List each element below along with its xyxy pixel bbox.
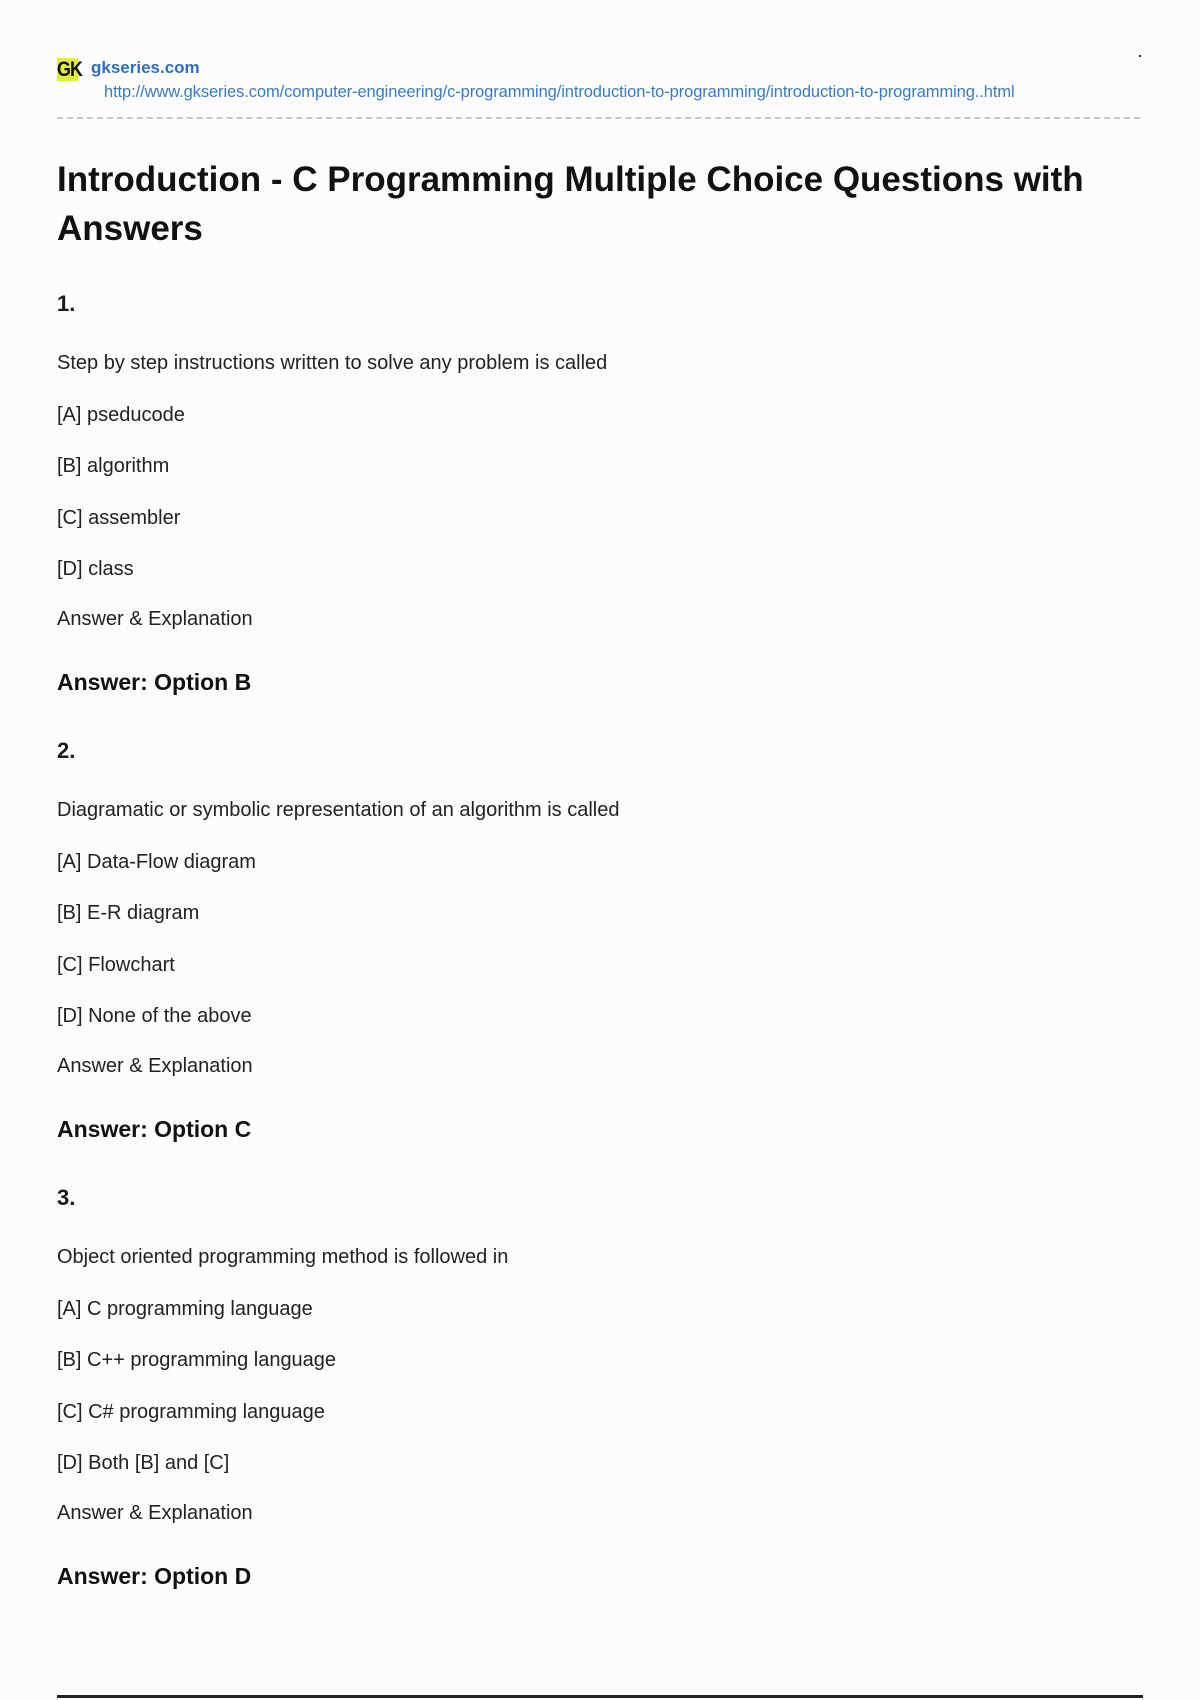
answer-explanation-link[interactable]: Answer & Explanation [57,1502,253,1524]
answer-text: Answer: Option B [57,669,252,695]
footer-divider [57,1695,1143,1698]
answer-explanation-link[interactable]: Answer & Explanation [57,1055,253,1077]
option-c[interactable]: [C] C# programming language [57,1401,325,1423]
question-text: Step by step instructions written to solve any problem is called [57,352,608,374]
option-b[interactable]: [B] algorithm [57,455,170,477]
option-d[interactable]: [D] None of the above [57,1005,252,1027]
option-d[interactable]: [D] class [57,558,134,580]
question-text: Diagramatic or symbolic representation of an algorithm is called [57,799,620,821]
question-text: Object oriented programming method is followed in [57,1246,509,1268]
page-url-link[interactable]: http://www.gkseries.com/computer-engineering/c-programming/introduction-to-programming/introduction-to-programming..html [104,83,1015,101]
answer-text: Answer: Option C [57,1116,252,1142]
option-b[interactable]: [B] E-R diagram [57,902,200,924]
option-a[interactable]: [A] pseducode [57,404,185,426]
question-block [57,291,1147,750]
question-block [57,1185,1147,1644]
dot-mark [1139,55,1141,57]
question-number: 2. [57,738,76,763]
option-c[interactable]: [C] Flowchart [57,954,175,976]
site-name-link[interactable]: gkseries.com [91,58,200,77]
page-title: Introduction - C Programming Multiple Choice Questions with Answers [57,160,1084,248]
header-divider [57,117,1140,119]
option-d[interactable]: [D] Both [B] and [C] [57,1452,230,1474]
gkseries-logo: GK [57,58,83,81]
option-a[interactable]: [A] C programming language [57,1298,313,1320]
option-b[interactable]: [B] C++ programming language [57,1349,337,1371]
question-block [57,738,1147,1197]
answer-explanation-link[interactable]: Answer & Explanation [57,608,253,630]
option-c[interactable]: [C] assembler [57,507,181,529]
option-a[interactable]: [A] Data-Flow diagram [57,851,256,873]
question-number: 3. [57,1185,76,1210]
answer-text: Answer: Option D [57,1563,252,1589]
question-number: 1. [57,291,76,316]
